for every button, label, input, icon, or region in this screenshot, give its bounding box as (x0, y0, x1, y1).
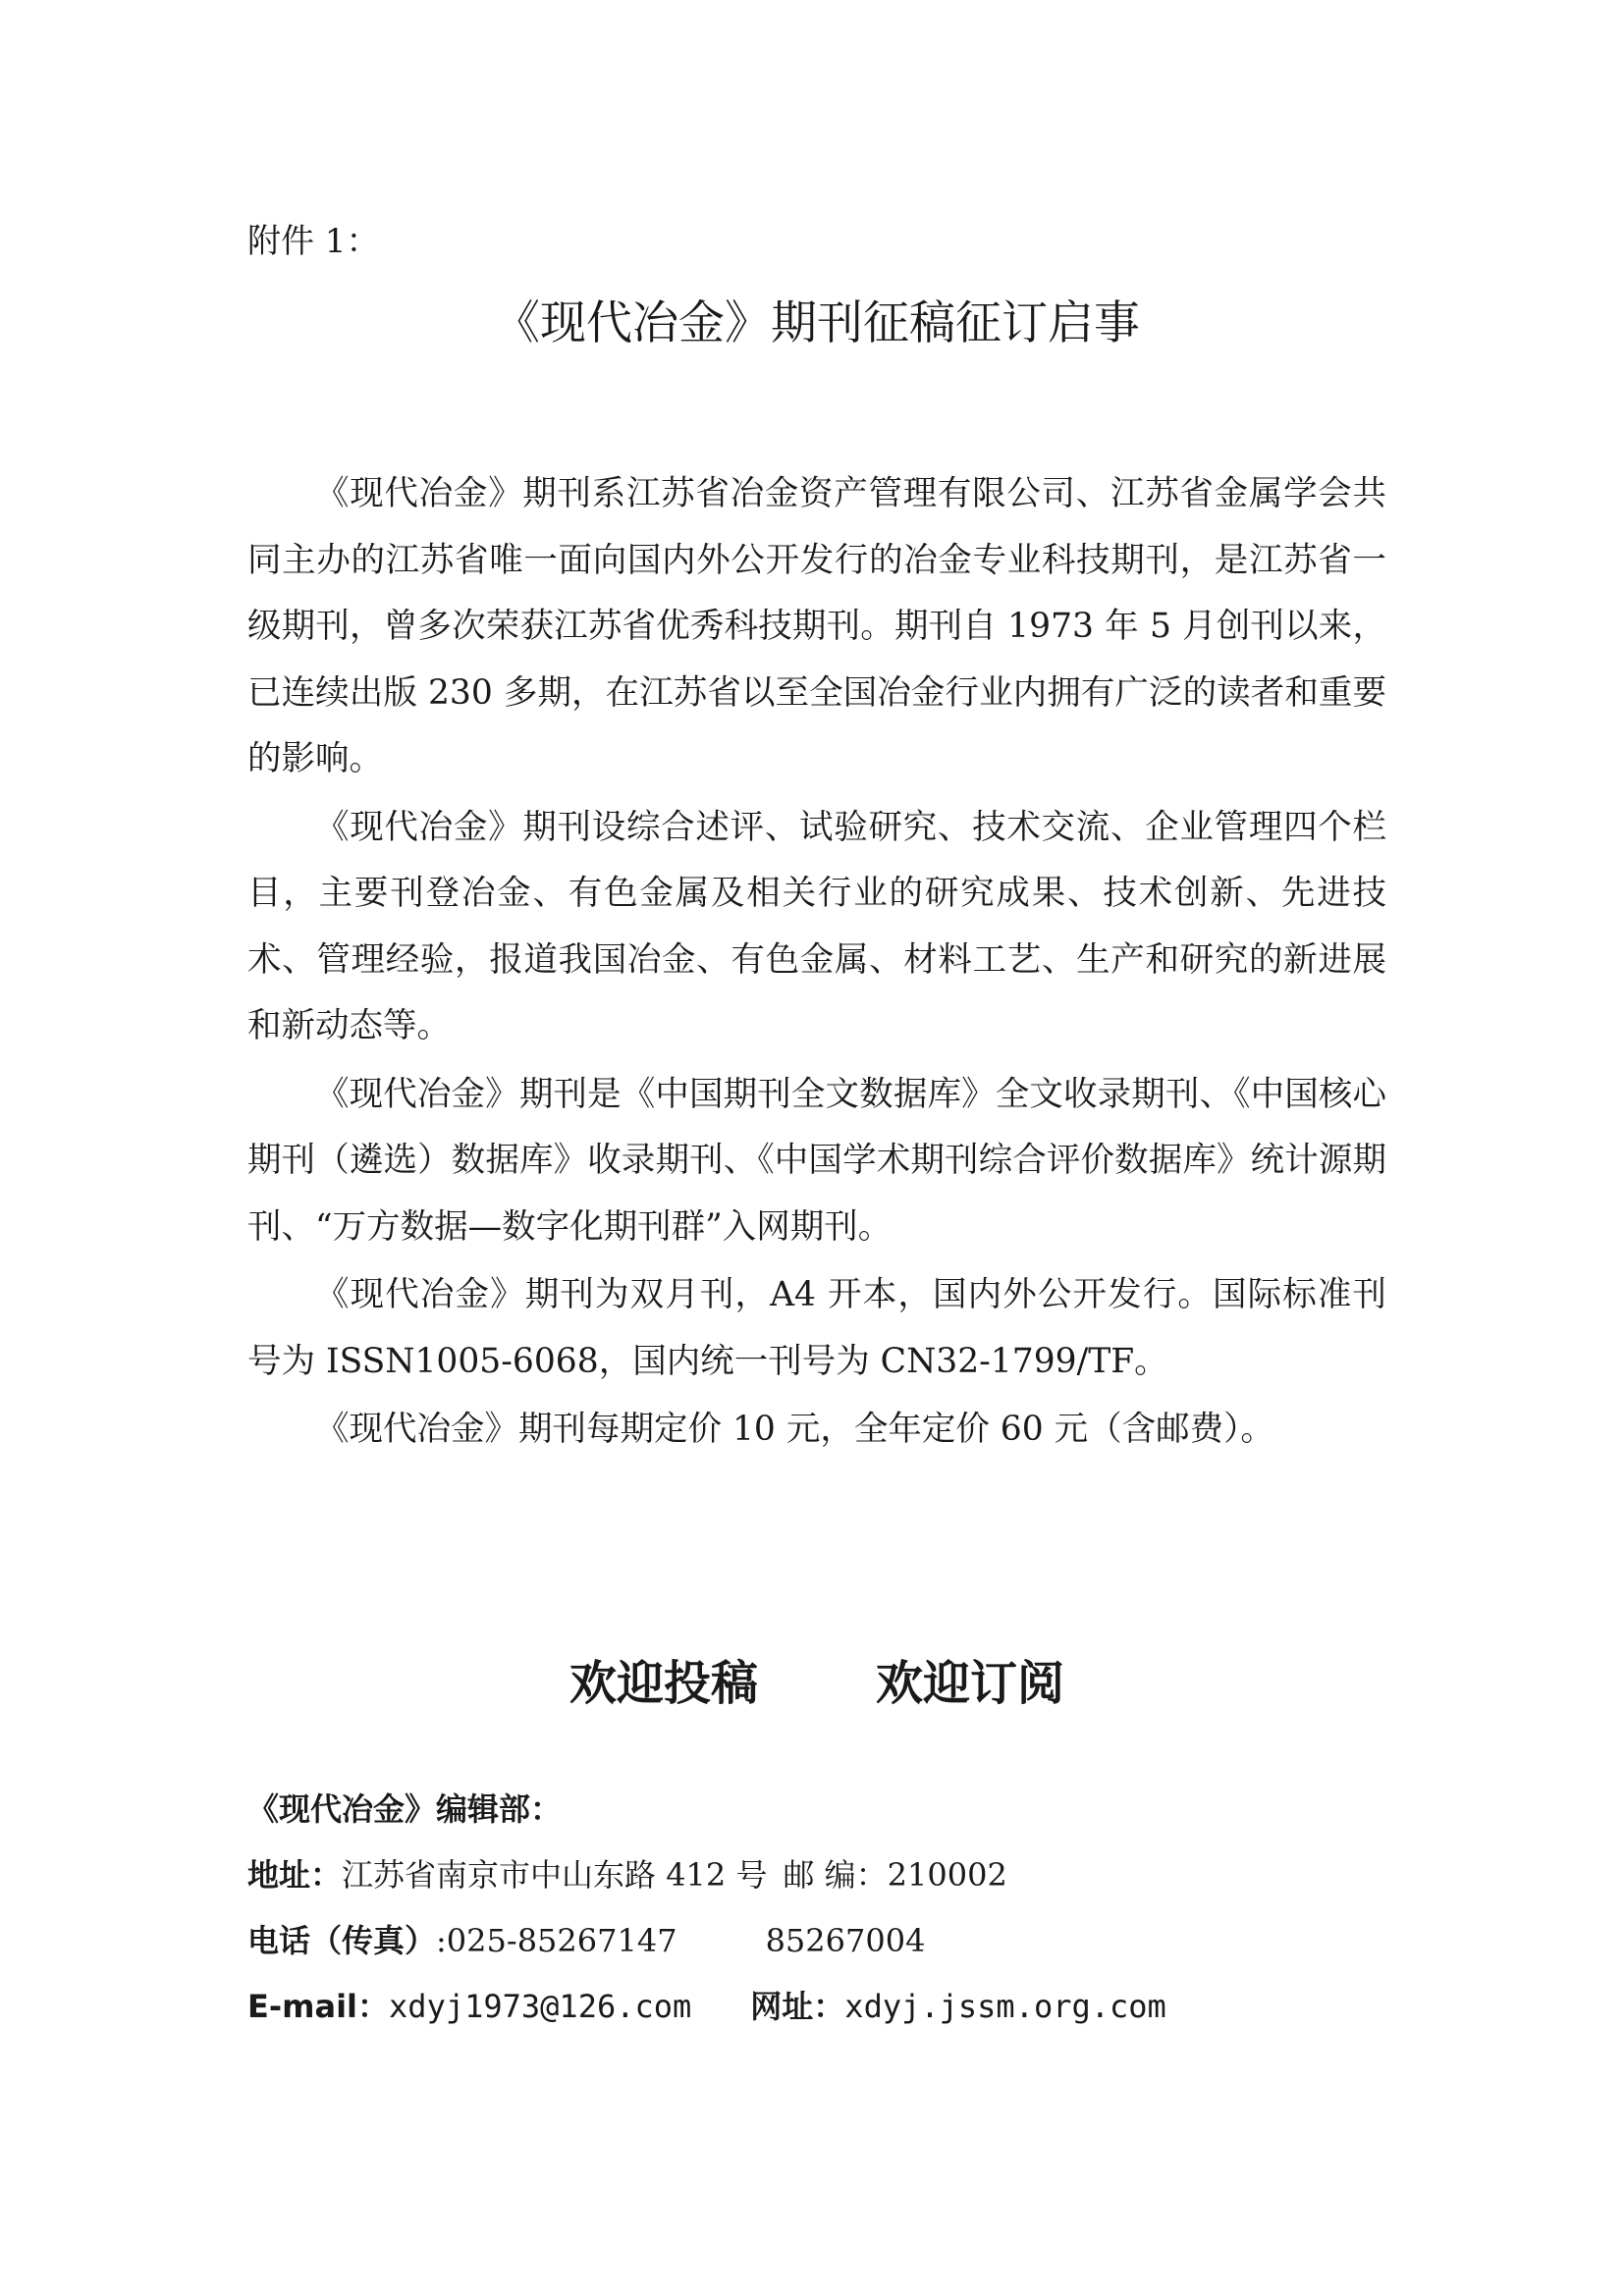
attachment-label: 附件 1： (247, 222, 380, 261)
email-value[interactable]: xdyj1973@126.com (389, 1988, 692, 2025)
email-label: E-mail： (247, 1988, 390, 2025)
phone-label: 电话（传真） (247, 1922, 437, 1959)
address-value: 江苏省南京市中山东路 412 号 (342, 1856, 768, 1894)
paragraph-indexing: 《现代冶金》期刊是《中国期刊全文数据库》全文收录期刊、《中国核心期刊（遴选）数据库》收录期刊、《中国学术期刊综合评价数据库》统计源期刊、“万方数据—数字化期刊群”入网期刊。 (247, 1074, 1386, 1247)
welcome-slogan (247, 1652, 1386, 1715)
paragraph-columns: 《现代冶金》期刊设综合述评、试验研究、技术交流、企业管理四个栏目，主要刊登冶金、有色金属及相关行业的研究成果、技术创新、先进技术、管理经验，报道我国冶金、有色金属、材料工艺、生产和研究的新进展和新动态等。 (247, 807, 1386, 1045)
website-label: 网址： (750, 1988, 845, 2025)
phone-value-secondary: 85267004 (765, 1922, 926, 1959)
address-line (247, 1842, 1386, 1908)
paragraph-intro: 《现代冶金》期刊系江苏省冶金资产管理有限公司、江苏省金属学会共同主办的江苏省唯一面向国内外公开发行的冶金专业科技期刊，是江苏省一级期刊，曾多次荣获江苏省优秀科技期刊。期刊自 1973 年 5 月创刊以来，已连续出版 230 多期，在江苏省以至全国冶金行业内拥有广泛的读者和重要的影响。 (247, 474, 1386, 778)
postcode-value: 210002 (887, 1856, 1007, 1894)
website-value[interactable]: xdyj.jssm.org.com (844, 1988, 1166, 2025)
email-website-line (247, 1974, 1386, 2040)
address-label: 地址： (247, 1856, 343, 1894)
contact-block (247, 1777, 1386, 2040)
editorial-department: 《现代冶金》编辑部： (247, 1790, 563, 1828)
welcome-subscribe: 欢迎订阅 (876, 1656, 1065, 1711)
announcement-body (247, 461, 1386, 1466)
paragraph-pricing: 《现代冶金》期刊每期定价 10 元，全年定价 60 元（含邮费）。 (315, 1410, 1274, 1449)
page-title: 《现代冶金》期刊征稿征订启事 (494, 296, 1140, 350)
phone-value-primary: :025-85267147 (436, 1922, 677, 1959)
welcome-submit: 欢迎投稿 (568, 1656, 758, 1711)
phone-line (247, 1908, 1386, 1974)
paragraph-publication: 《现代冶金》期刊为双月刊，A4 开本，国内外公开发行。国际标准刊号为 ISSN1005-6068，国内统一刊号为 CN32-1799/TF。 (247, 1275, 1386, 1381)
document-page (247, 0, 1386, 2296)
postcode-label: 邮 编： (783, 1856, 888, 1894)
